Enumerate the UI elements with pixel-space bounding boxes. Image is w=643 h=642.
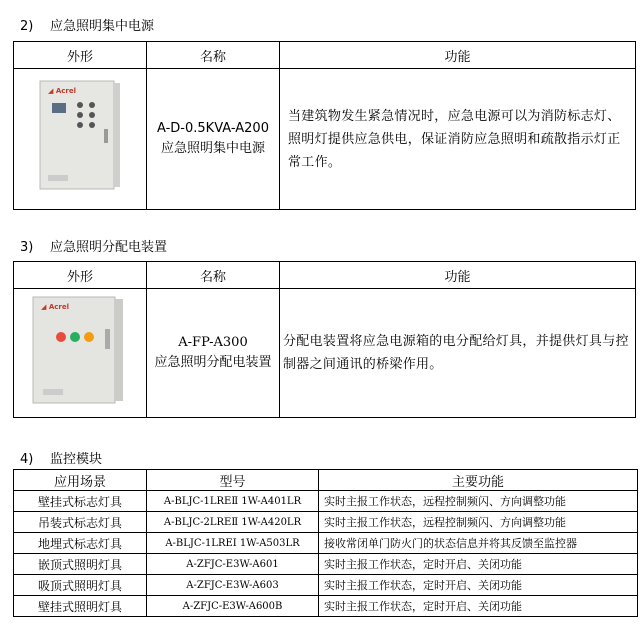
feature-cell: 实时主报工作状态，远程控制频闪、方向调整功能 — [319, 491, 638, 512]
model-cell: A-BLJC-2LREⅡ 1W-A420LR — [147, 512, 319, 533]
scene-cell: 嵌顶式照明灯具 — [14, 554, 147, 575]
power-supply-table — [13, 41, 636, 210]
section4-title: 监控模块 — [50, 452, 103, 467]
power-cabinet-image — [30, 77, 130, 197]
product-name-cell — [147, 289, 280, 418]
section3-title: 应急照明分配电装置 — [50, 240, 168, 255]
header-model: 型号 — [147, 470, 319, 491]
header-name: 名称 — [147, 262, 280, 289]
distribution-cabinet-image — [25, 291, 135, 411]
table-row — [14, 596, 638, 617]
product-model: A-FP-A300 — [178, 335, 248, 350]
table-header-row — [14, 262, 636, 289]
scene-cell: 地埋式标志灯具 — [14, 533, 147, 554]
feature-cell: 实时主报工作状态，定时开启、关闭功能 — [319, 575, 638, 596]
product-function: 当建筑物发生紧急情况时，应急电源可以为消防标志灯、照明灯提供应急供电，保证消防应急照明和疏散指示灯正常工作。 — [280, 69, 636, 210]
table-row — [14, 491, 638, 512]
table-header-row — [14, 42, 636, 69]
monitoring-module-table — [13, 469, 638, 617]
brand-logo: ◢ Acrel — [48, 87, 76, 95]
header-appearance: 外形 — [14, 262, 147, 289]
header-function: 功能 — [280, 42, 636, 69]
table-row — [14, 575, 638, 596]
section2-title: 应急照明集中电源 — [50, 19, 155, 34]
table-row — [14, 512, 638, 533]
header-function: 功能 — [280, 262, 636, 289]
product-model: A-D-0.5KVA-A200 — [157, 121, 269, 136]
model-cell: A-ZFJC-E3W-A600B — [147, 596, 319, 617]
header-name: 名称 — [147, 42, 280, 69]
scene-cell: 吊装式标志灯具 — [14, 512, 147, 533]
distribution-device-table — [13, 261, 636, 418]
model-cell: A-ZFJC-E3W-A603 — [147, 575, 319, 596]
feature-cell: 实时主报工作状态，定时开启、关闭功能 — [319, 554, 638, 575]
section3-heading — [20, 236, 167, 255]
model-cell: A-BLJC-1LREⅠ 1W-A503LR — [147, 533, 319, 554]
product-name: 应急照明集中电源 — [160, 141, 265, 156]
table-row — [14, 69, 636, 210]
table-row — [14, 554, 638, 575]
section3-number: 3) — [20, 240, 34, 255]
scene-cell: 吸顶式照明灯具 — [14, 575, 147, 596]
product-name: 应急照明分配电装置 — [154, 355, 272, 370]
product-function: 分配电装置将应急电源箱的电分配给灯具，并提供灯具与控制器之间通讯的桥梁作用。 — [280, 289, 636, 418]
brand-logo: ◢ Acrel — [41, 303, 69, 311]
feature-cell: 实时主报工作状态，定时开启、关闭功能 — [319, 596, 638, 617]
product-name-cell — [147, 69, 280, 210]
scene-cell: 壁挂式标志灯具 — [14, 491, 147, 512]
section2-number: 2) — [20, 19, 34, 34]
feature-cell: 实时主报工作状态，远程控制频闪、方向调整功能 — [319, 512, 638, 533]
product-image-cell — [14, 289, 147, 418]
feature-cell: 接收常闭单门防火门的状态信息并将其反馈至监控器 — [319, 533, 638, 554]
header-feature: 主要功能 — [319, 470, 638, 491]
product-image-cell — [14, 69, 147, 210]
table-header-row — [14, 470, 638, 491]
table-row — [14, 289, 636, 418]
scene-cell: 壁挂式照明灯具 — [14, 596, 147, 617]
section4-heading — [20, 448, 102, 467]
header-scene: 应用场景 — [14, 470, 147, 491]
header-appearance: 外形 — [14, 42, 147, 69]
model-cell: A-BLJC-1LREⅡ 1W-A401LR — [147, 491, 319, 512]
table-row — [14, 533, 638, 554]
section2-heading — [20, 15, 154, 34]
section4-number: 4) — [20, 452, 34, 467]
model-cell: A-ZFJC-E3W-A601 — [147, 554, 319, 575]
